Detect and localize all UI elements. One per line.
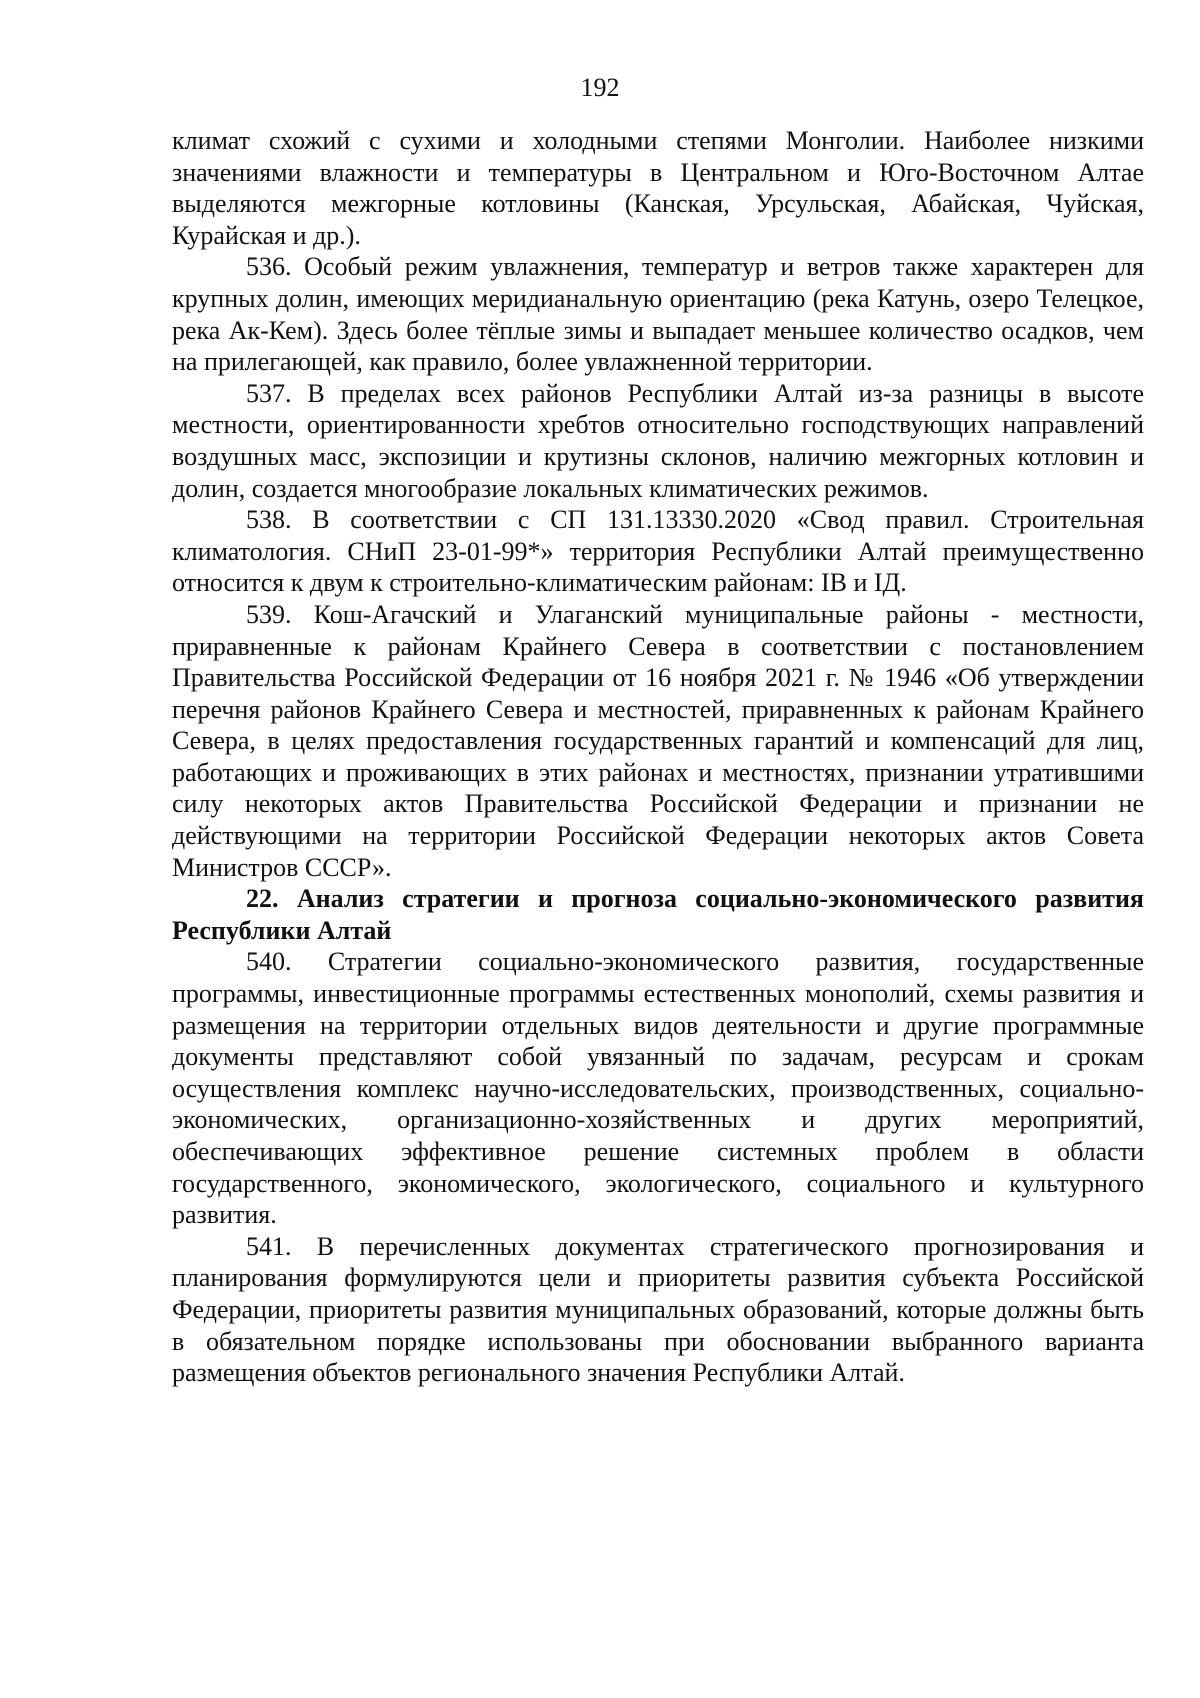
paragraph-537: 537. В пределах всех районов Республики Алтай из-за разницы в высоте местности, ориентированности хребтов относительно господствующих направлений воздушных масс, экспозиции и крутизны склонов, наличию межгорных котловин и долин, создается многообразие локальных климатических режимов. [172, 378, 1144, 503]
page-number: 192 [580, 73, 620, 102]
paragraph-541: 541. В перечисленных документах стратегического прогнозирования и планирования формулируются цели и приоритеты развития субъекта Российской Федерации, приоритеты развития муниципальных образований, которые должны быть в обязательном порядке использованы при обосновании выбранного варианта размещения объектов регионального значения Республики Алтай. [172, 1231, 1144, 1388]
paragraph-538: 538. В соответствии с СП 131.13330.2020 «Свод правил. Строительная климатология. СНиП 23-01-99*» территория Республики Алтай преимущественно относится к двум к строительно-климатическим районам: IВ и IД. [172, 505, 1144, 598]
paragraph-540: 540. Стратегии социально-экономического развития, государственные программы, инвестиционные программы естественных монополий, схемы развития и размещения на территории отдельных видов деятельности и другие программные документы представляют собой увязанный по задачам, ресурсам и срокам осуществления комплекс научно-исследовательских, производственных, социально-экономических, организационно-хозяйственных и других мероприятий, обеспечивающих эффективное решение системных проблем в области государственного, экономического, экологического, социального и культурного развития. [172, 947, 1144, 1230]
section-heading: 22. Анализ стратегии и прогноза социально-экономического развития Республики Алтай [172, 884, 1144, 945]
paragraph-539: 539. Кош-Агачский и Улаганский муниципальные районы - местности, приравненные к районам Крайнего Севера в соответствии с постановлением Правительства Российской Федерации от 16 ноября 2021 г. № 1946 «Об утверждении перечня районов Крайнего Севера и местностей, приравненных к районам Крайнего Севера, в целях предоставления государственных гарантий и компенсаций для лиц, работающих и проживающих в этих районах и местностях, признании утратившими силу некоторых актов Правительства Российской Федерации и признании не действующими на территории Российской Федерации некоторых актов Совета Министров СССР». [172, 599, 1144, 882]
paragraph-continuation: климат схожий с сухими и холодными степями Монголии. Наиболее низкими значениями влажности и температуры в Центральном и Юго-Восточном Алтае выделяются межгорные котловины (Канская, Урсульская, Абайская, Чуйская, Курайская и др.). [172, 126, 1144, 250]
paragraph-536: 536. Особый режим увлажнения, температур и ветров также характерен для крупных долин, имеющих меридианальную ориентацию (река Катунь, озеро Телецкое, река Ак-Кем). Здесь более тёплые зимы и выпадает меньшее количество осадков, чем на прилегающей, как правило, более увлажненной территории. [172, 252, 1144, 377]
document-body [172, 125, 1144, 1389]
